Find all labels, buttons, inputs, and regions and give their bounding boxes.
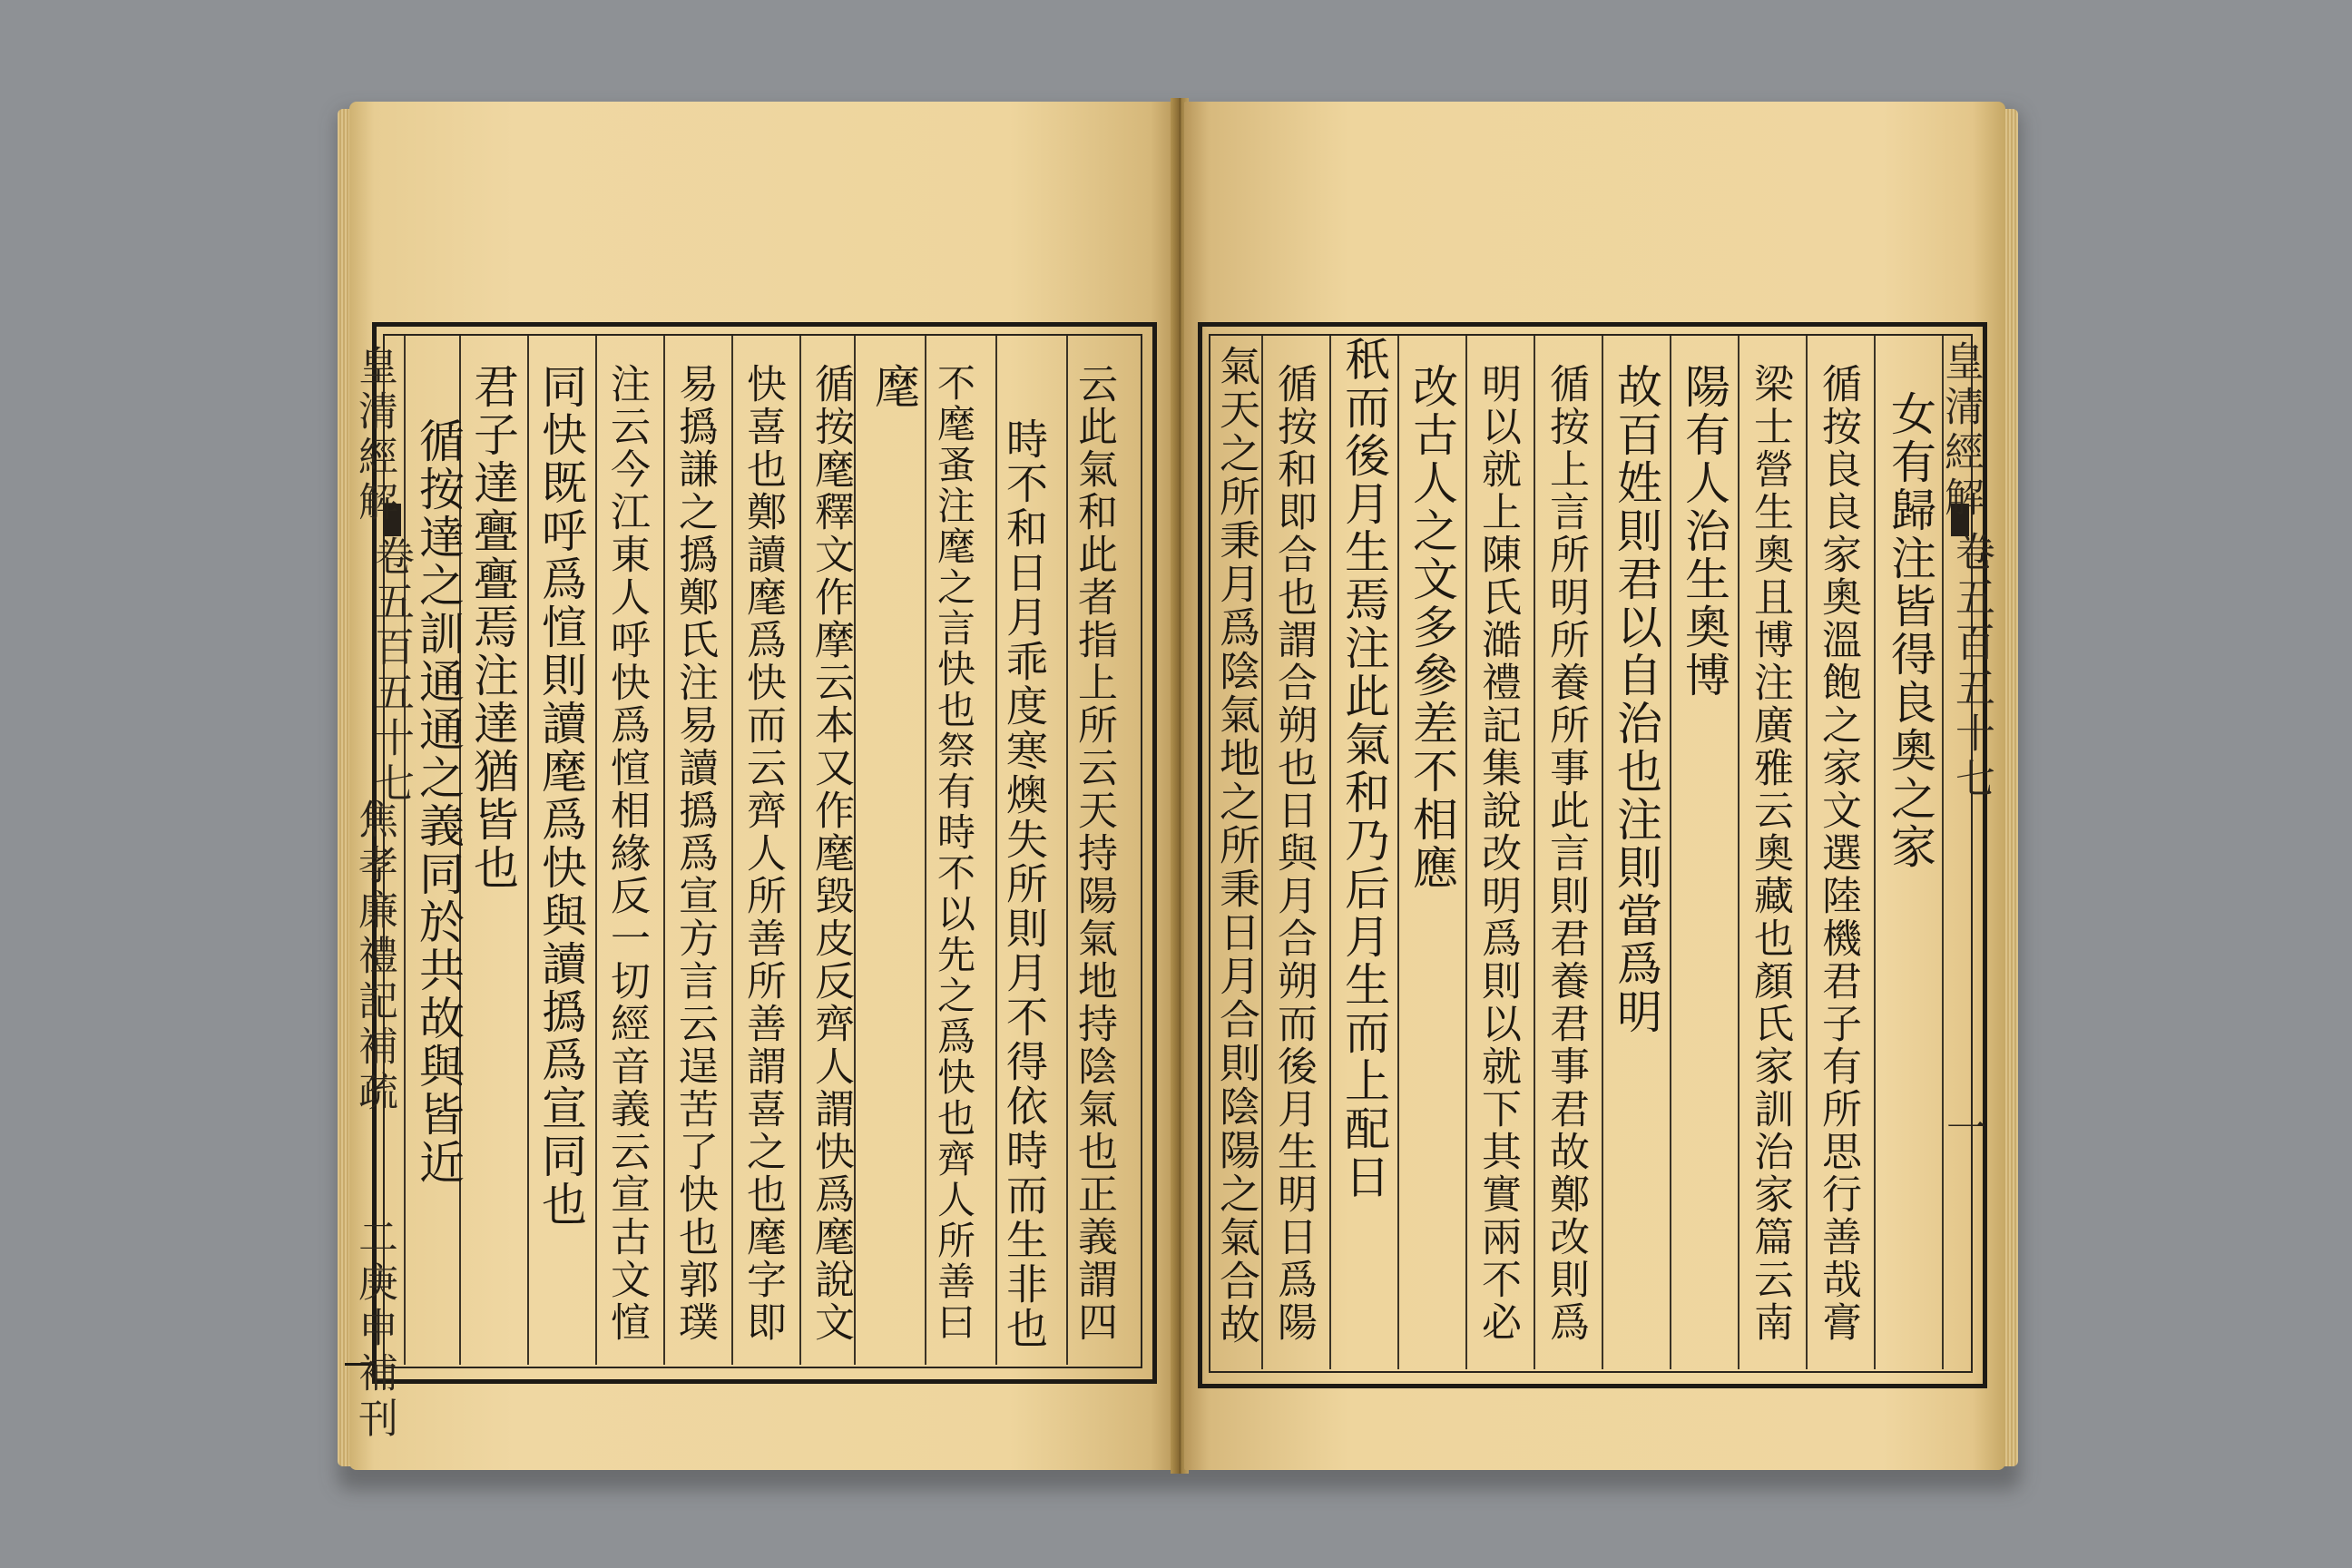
column-rule	[404, 336, 406, 1365]
text-column: 循按麾釋文作摩云本又作麾毀皮反齊人謂快爲麾說文	[808, 363, 854, 1344]
column-rule	[1465, 336, 1467, 1369]
column-rule	[1738, 336, 1740, 1369]
right-margin-folio: 一	[1939, 1107, 1985, 1152]
left-margin-volume: 卷五百五十七	[368, 535, 414, 808]
column-rule	[527, 336, 529, 1365]
text-column: 明以就上陳氏澔禮記集說改明爲則以就下其實兩不必	[1475, 363, 1521, 1344]
text-column: 循按良良家奧溫飽之家文選陸機君子有所思行善哉膏	[1815, 363, 1861, 1344]
text-column: 循按達之訓通通之義同於共故與皆近	[412, 417, 465, 1187]
text-column: 故百姓則君以自治也注則當爲明	[1610, 363, 1662, 1036]
column-rule	[1602, 336, 1603, 1369]
column-rule	[1329, 336, 1331, 1369]
left-margin-imprint: 庚申補刊	[351, 1261, 397, 1443]
column-rule	[1670, 336, 1671, 1369]
text-column: 不麾蚤注麾之言快也祭有時不以先之爲快也齊人所善曰	[932, 363, 976, 1343]
column-rule	[799, 336, 801, 1365]
left-margin-author: 焦孝廉禮記補疏	[351, 799, 397, 1116]
column-rule	[1806, 336, 1808, 1369]
text-column: 注云今江東人呼快爲愃相緣反一切經音義云宣古文愃	[603, 363, 650, 1344]
right-margin-title: 皇清經解	[1937, 340, 1984, 522]
column-rule	[1261, 336, 1263, 1369]
column-rule	[1874, 336, 1876, 1369]
text-column: 易撝謙之撝鄭氏注易讀撝爲宣方言云逞苦了快也郭璞	[671, 363, 718, 1344]
text-column: 云此氣和此者指上所云天持陽氣地持陰氣也正義謂四	[1071, 363, 1117, 1344]
text-column: 女有歸注皆得良奧之家	[1884, 390, 1936, 871]
column-rule	[595, 336, 597, 1365]
column-rule	[663, 336, 665, 1365]
column-rule	[1397, 336, 1399, 1369]
text-column: 循按上言所明所養所事此言則君養君事君故鄭改則爲	[1543, 363, 1589, 1344]
text-column: 時不和日月乖度寒燠失所則月不得依時而生非也	[1000, 417, 1049, 1351]
column-rule	[925, 336, 926, 1365]
text-column: 改古人之文多參差不相應	[1406, 363, 1458, 892]
column-rule	[995, 336, 997, 1365]
text-column: 氣天之所秉月爲陰氣地之所秉日月合則陰陽之氣合故	[1212, 345, 1260, 1347]
text-column: 君子達亹亹焉注達猶皆也	[466, 363, 519, 892]
left-margin-title: 皇清經解	[351, 345, 397, 526]
text-column: 麾	[867, 363, 920, 411]
column-rule	[1534, 336, 1535, 1369]
text-column: 秖而後月生焉注此氣和乃后月生而上配日	[1338, 336, 1390, 1201]
text-column: 陽有人治生奧博	[1678, 363, 1730, 700]
text-column: 循按和即合也謂合朔也日與月合朔而後月生明日爲陽	[1270, 363, 1317, 1344]
right-margin-volume: 卷五百五十七	[1948, 531, 1994, 803]
text-column: 梁士營生奧且博注廣雅云奧藏也顏氏家訓治家篇云南	[1747, 363, 1793, 1344]
column-rule	[854, 336, 856, 1365]
column-rule	[731, 336, 733, 1365]
text-column: 快喜也鄭讀麾爲快而云齊人所善所善謂喜之也麾字即	[740, 363, 786, 1344]
text-column: 同快既呼爲愃則讀麾爲快與讀撝爲宣同也	[534, 363, 587, 1229]
left-margin-folio: 二	[351, 1216, 397, 1261]
column-rule	[1066, 336, 1068, 1365]
